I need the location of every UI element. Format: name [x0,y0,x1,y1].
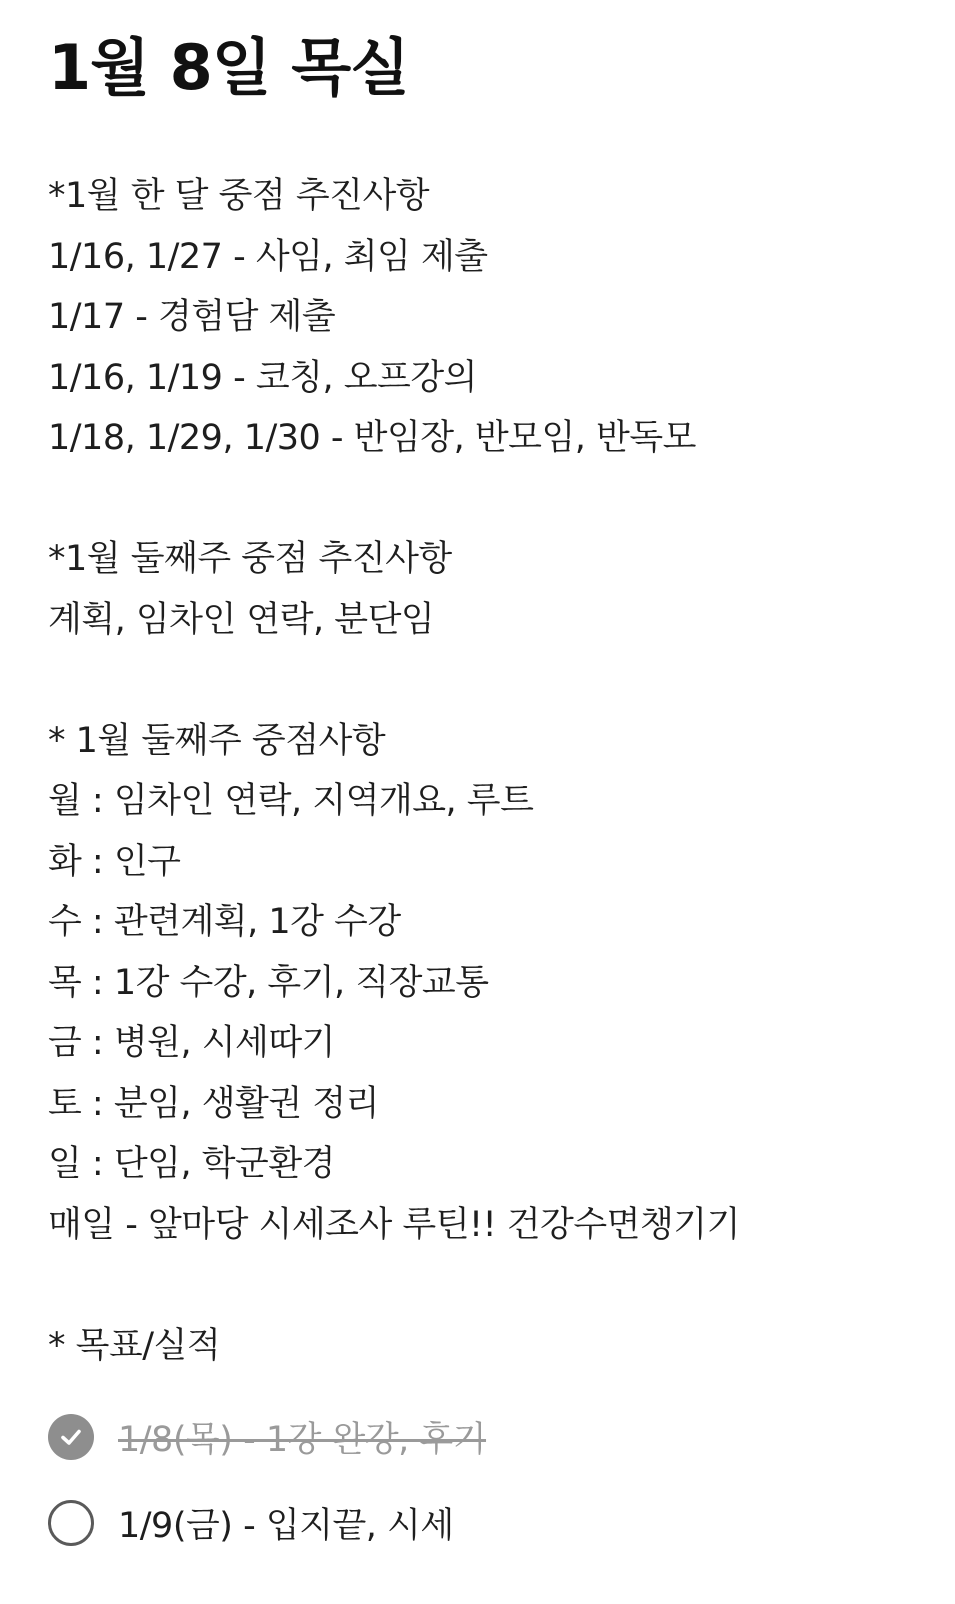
week2-focus-heading: * 1월 둘째주 중점사항 [48,720,386,761]
week2-push-heading: *1월 둘째주 중점 추진사항 [48,539,452,579]
checklist-item-label[interactable]: 1/9(금) - 입지끝, 시세 [118,1506,454,1546]
day-item-thu: 목 : 1강 수강, 후기, 직장교통 [48,962,489,1003]
blank-line [48,1255,915,1316]
checklist-item [48,1480,915,1566]
goals-heading: * 목표/실적 [48,1325,221,1366]
blank-line [48,469,915,530]
monthly-item: 1/18, 1/29, 1/30 - 반임장, 반모임, 반독모 [48,418,696,458]
blank-line [48,650,915,711]
monthly-item: 1/17 - 경험담 제출 [48,297,336,337]
empty-circle-icon[interactable] [48,1500,94,1546]
checkmark-circle-icon[interactable] [48,1414,94,1460]
monthly-item: 1/16, 1/19 - 코칭, 오프강의 [48,357,477,398]
day-item-sat: 토 : 분임, 생활권 정리 [48,1083,379,1124]
daily-routine: 매일 - 앞마당 시세조사 루틴!! 건강수면챙기기 [48,1204,740,1245]
checklist-item-label[interactable]: 1/8(목) - 1강 완강, 후기 [118,1420,487,1460]
monthly-heading: *1월 한 달 중점 추진사항 [48,176,430,216]
day-item-tue: 화 : 인구 [48,841,181,882]
day-item-mon: 월 : 임차인 연락, 지역개요, 루트 [48,781,534,821]
page-title: 1월 8일 목실 [48,31,410,104]
checklist [48,1394,915,1566]
monthly-item: 1/16, 1/27 - 사임, 최임 제출 [48,236,488,277]
day-item-sun: 일 : 단임, 학군환경 [48,1144,335,1184]
note-body[interactable] [48,166,915,1376]
week2-push-item: 계획, 임차인 연락, 분단임 [48,599,435,640]
checklist-item [48,1394,915,1480]
day-item-fri: 금 : 병원, 시세따기 [48,1023,335,1063]
day-item-wed: 수 : 관련계획, 1강 수강 [48,902,401,942]
